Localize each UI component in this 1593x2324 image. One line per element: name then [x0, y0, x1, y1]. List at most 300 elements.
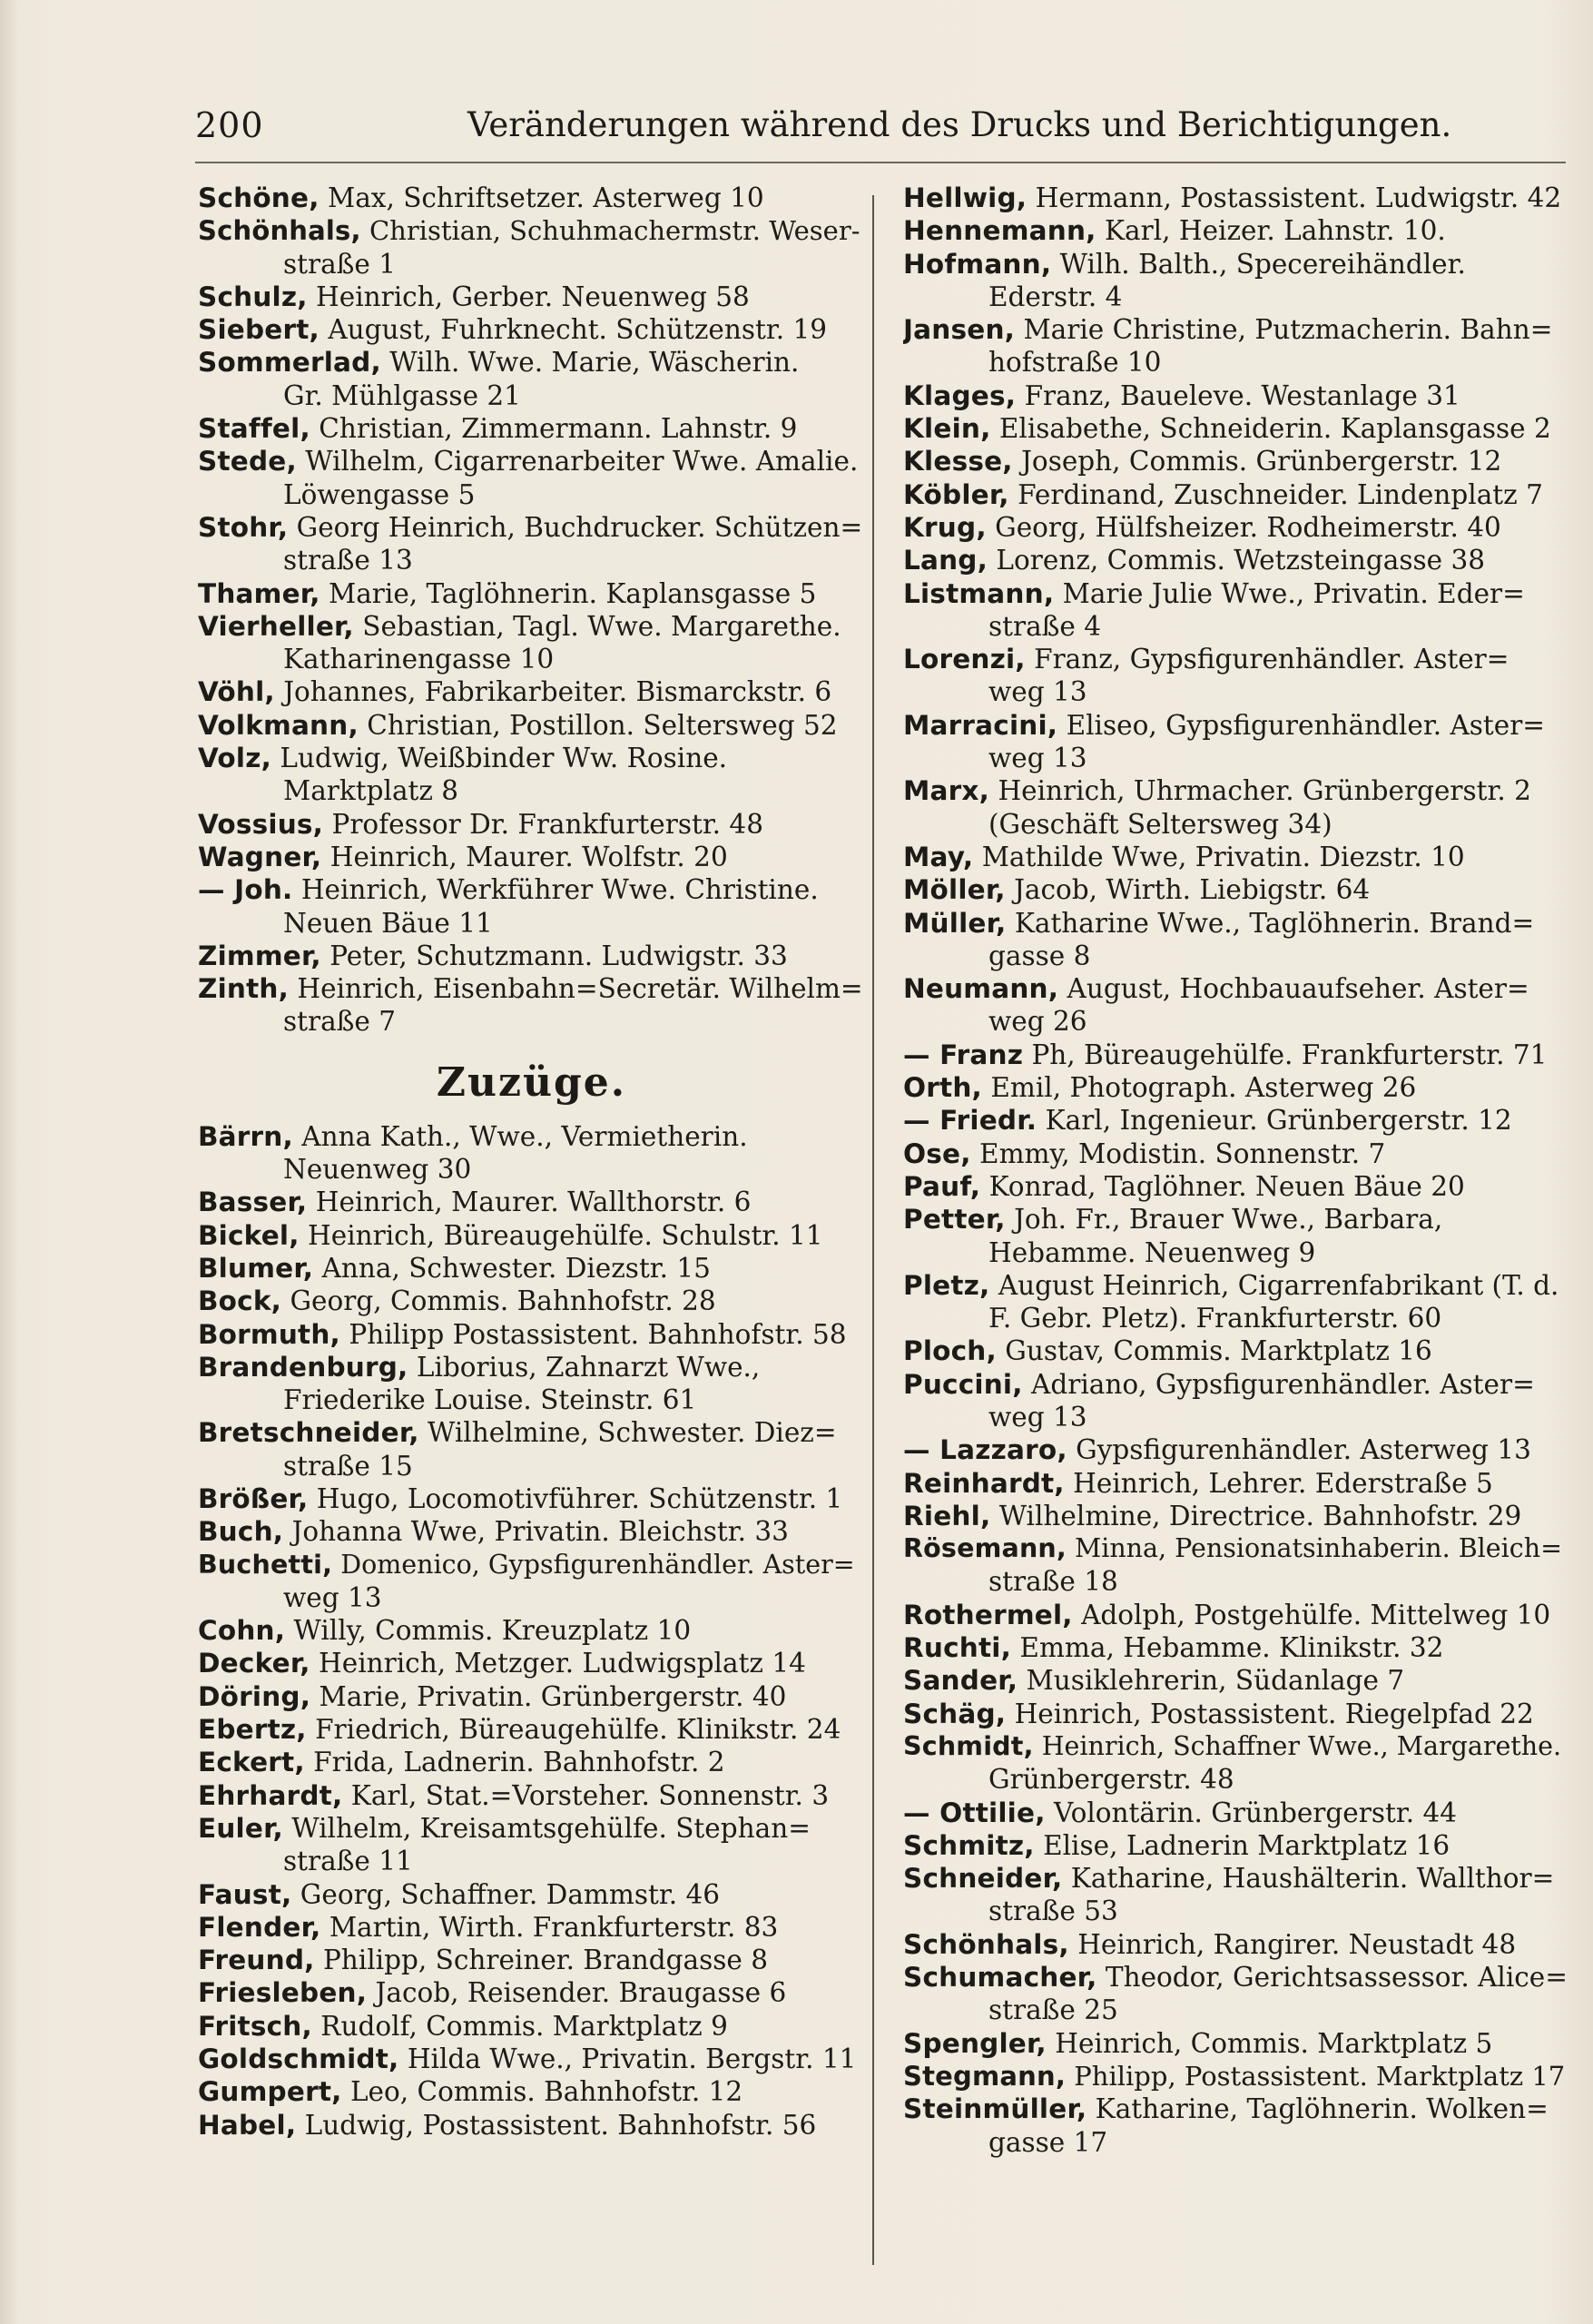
entry-continuation-line: [903, 1994, 1570, 2026]
running-title: Veränderungen während des Drucks und Berichtigungen.: [467, 105, 1452, 144]
entry-text: Gr. Mühlgasse 21: [283, 379, 521, 411]
entry-first-line: [903, 1269, 1570, 1302]
directory-entry: [198, 214, 865, 281]
entry-text: Christian, Postillon. Seltersweg 52: [367, 709, 838, 741]
entry-surname: Eckert,: [198, 1747, 305, 1778]
entry-surname: Pletz,: [903, 1269, 990, 1301]
entry-text: Wilhelm, Cigarrenarbeiter Wwe. Amalie.: [305, 446, 859, 478]
entry-surname: Bretschneider,: [198, 1417, 419, 1449]
entry-text: Philipp, Postassistent. Marktplatz 17: [1074, 2060, 1566, 2092]
entry-surname: Bärrn,: [198, 1120, 293, 1152]
header-rule: [195, 162, 1566, 163]
entry-first-line: [198, 1911, 865, 1944]
entry-surname: Volkmann,: [198, 709, 359, 741]
entry-first-line: [903, 1500, 1570, 1532]
entry-text: Wilh. Wwe. Marie, Wäscherin.: [389, 347, 800, 379]
entry-surname: Ebertz,: [198, 1714, 307, 1746]
entry-first-line: [903, 841, 1570, 873]
entry-text: Wilhelm, Kreisamtsgehülfe. Stephan=: [291, 1812, 811, 1844]
entry-text: Heinrich, Maurer. Wolfstr. 20: [329, 841, 728, 872]
entry-text: Emil, Photograph. Asterweg 26: [990, 1072, 1417, 1104]
directory-entry: [198, 610, 865, 676]
entry-surname: Ruchti,: [903, 1632, 1012, 1664]
entry-continuation-line: [198, 907, 865, 940]
entry-text: straße 1: [283, 248, 396, 280]
entry-surname: Jansen,: [903, 314, 1016, 346]
entry-first-line: [198, 841, 865, 873]
entry-text: (Geschäft Seltersweg 34): [988, 808, 1332, 840]
entry-surname: Cohn,: [198, 1615, 286, 1647]
entry-text: Heinrich, Metzger. Ludwigsplatz 14: [319, 1648, 806, 1679]
page-number: 200: [195, 105, 264, 145]
directory-entry: [198, 1976, 865, 2009]
entry-text: Gustav, Commis. Marktplatz 16: [1005, 1335, 1432, 1367]
entry-first-line: [903, 873, 1570, 906]
directory-entry: [903, 643, 1570, 709]
entry-first-line: [198, 1252, 865, 1285]
entry-text: Jacob, Wirth. Liebigstr. 64: [1014, 874, 1371, 906]
entry-first-line: [903, 1961, 1570, 1994]
directory-entry: [903, 1829, 1570, 1862]
entry-first-line: [198, 1351, 865, 1384]
entry-text: Lorenz, Commis. Wetzsteingasse 38: [996, 545, 1486, 576]
entry-text: Marie, Taglöhnerin. Kaplansgasse 5: [329, 577, 817, 609]
entry-surname: Sommerlad,: [198, 347, 381, 379]
entry-continuation-line: [198, 478, 865, 511]
left-column: [198, 182, 865, 2142]
entry-first-line: [903, 412, 1570, 445]
entry-surname: Rösemann,: [903, 1533, 1067, 1564]
entry-continuation-line: [903, 742, 1570, 774]
entry-surname: — Joh.: [198, 874, 293, 906]
entry-text: weg 13: [283, 1581, 382, 1613]
entry-text: Georg, Schaffner. Dammstr. 46: [300, 1878, 721, 1910]
entry-surname: Habel,: [198, 2109, 297, 2141]
directory-entry: [903, 774, 1570, 841]
entry-surname: Vöhl,: [198, 676, 275, 708]
entry-surname: Flender,: [198, 1911, 321, 1943]
directory-entry: [198, 445, 865, 511]
directory-entry: [198, 1812, 865, 1878]
directory-entry: [903, 412, 1570, 445]
entry-first-line: [903, 1203, 1570, 1236]
entry-text: hofstraße 10: [988, 347, 1162, 379]
entry-first-line: [198, 2043, 865, 2075]
entry-surname: Schönhals,: [198, 215, 361, 247]
entry-continuation-line: [198, 1845, 865, 1877]
directory-entry: [903, 544, 1570, 576]
entry-surname: Vossius,: [198, 808, 324, 840]
entry-surname: Möller,: [903, 874, 1006, 906]
entry-text: Leo, Commis. Bahnhofstr. 12: [349, 2076, 743, 2108]
entry-surname: Fritsch,: [198, 2010, 312, 2042]
directory-entry: [198, 1416, 865, 1482]
entry-first-line: [198, 1680, 865, 1713]
entry-text: Katharine, Haushälterin. Wallthor=: [1070, 1863, 1555, 1895]
directory-entry: [903, 478, 1570, 511]
entry-first-line: [903, 1928, 1570, 1961]
entry-first-line: [903, 1730, 1570, 1763]
directory-entry: [198, 841, 865, 873]
entry-text: Heinrich, Eisenbahn=Secretär. Wilhelm=: [297, 973, 863, 1005]
directory-entry: [198, 1515, 865, 1548]
directory-entry: [903, 1137, 1570, 1170]
entry-text: Elisabethe, Schneiderin. Kaplansgasse 2: [998, 413, 1551, 445]
entry-text: Domenico, Gypsfigurenhändler. Aster=: [340, 1549, 855, 1580]
entry-first-line: [903, 643, 1570, 675]
entry-surname: Volz,: [198, 743, 271, 774]
entry-text: Katharine Wwe., Taglöhnerin. Brand=: [1014, 907, 1535, 939]
entry-first-line: [198, 1779, 865, 1812]
entry-first-line: [198, 1416, 865, 1449]
entry-surname: Bock,: [198, 1285, 282, 1317]
directory-entry: [903, 313, 1570, 379]
entry-text: Anna Kath., Wwe., Vermietherin.: [301, 1120, 748, 1152]
entry-text: Georg, Hülfsheizer. Rodheimerstr. 40: [995, 511, 1501, 543]
directory-entry: [903, 1433, 1570, 1466]
directory-entry: [198, 1944, 865, 1976]
entry-first-line: [198, 2010, 865, 2043]
entry-surname: Ehrhardt,: [198, 1779, 343, 1811]
entry-first-line: [903, 379, 1570, 412]
entry-text: Heinrich, Postassistent. Riegelpfad 22: [1014, 1698, 1534, 1729]
entry-continuation-line: [903, 281, 1570, 313]
entry-first-line: [198, 511, 865, 544]
directory-entry: [903, 1104, 1570, 1137]
entry-surname: Goldschmidt,: [198, 2043, 399, 2075]
directory-entry: [903, 1631, 1570, 1664]
directory-entry: [903, 445, 1570, 478]
entry-surname: Schneider,: [903, 1863, 1063, 1895]
entry-continuation-line: [198, 643, 865, 675]
directory-entry: [198, 1285, 865, 1317]
directory-entry: [903, 379, 1570, 412]
entry-first-line: [903, 1664, 1570, 1697]
directory-entry: [903, 2027, 1570, 2060]
entry-text: Marktplatz 8: [283, 775, 459, 807]
entry-text: Neuenweg 30: [283, 1154, 472, 1186]
entry-text: Ph, Büreaugehülfe. Frankfurterstr. 71: [1031, 1039, 1548, 1070]
entry-text: Emma, Hebamme. Klinikstr. 32: [1019, 1632, 1444, 1664]
directory-entry: [198, 1318, 865, 1351]
directory-entry: [198, 577, 865, 610]
section-heading-zuzuege: Zuzüge.: [436, 1059, 627, 1106]
directory-entry: [903, 1039, 1570, 1071]
entry-surname: Buch,: [198, 1516, 284, 1548]
directory-entry: [198, 675, 865, 708]
entry-first-line: [903, 2027, 1570, 2060]
entry-surname: Schmidt,: [903, 1730, 1034, 1761]
directory-entry: [903, 248, 1570, 314]
directory-entry: [903, 214, 1570, 247]
entry-text: Christian, Schuhmachermstr. Weser-: [369, 215, 860, 247]
entry-first-line: [903, 1698, 1570, 1730]
entry-first-line: [903, 478, 1570, 511]
directory-entry: [198, 2109, 865, 2142]
entry-surname: — Franz: [903, 1039, 1024, 1070]
entry-surname: Wagner,: [198, 841, 322, 872]
entry-text: Philipp Postassistent. Bahnhofstr. 58: [349, 1318, 847, 1350]
entry-text: straße 4: [988, 610, 1101, 642]
entry-first-line: [198, 808, 865, 841]
entry-first-line: [198, 1219, 865, 1252]
entry-text: Karl, Heizer. Lahnstr. 10.: [1104, 215, 1446, 247]
entry-surname: Klein,: [903, 413, 991, 445]
directory-entry: [903, 1862, 1570, 1928]
entry-text: Emmy, Modistin. Sonnenstr. 7: [979, 1137, 1386, 1169]
entry-surname: Buchetti,: [198, 1549, 333, 1580]
directory-entry: [903, 1071, 1570, 1104]
entry-surname: Spengler,: [903, 2027, 1047, 2059]
directory-entry: [198, 1219, 865, 1252]
entry-surname: Lorenzi,: [903, 644, 1026, 675]
entry-surname: Döring,: [198, 1680, 311, 1712]
entry-text: August Heinrich, Cigarrenfabrikant (T. d.: [998, 1269, 1559, 1301]
entry-text: Ederstr. 4: [988, 281, 1123, 312]
entry-text: Philipp, Schreiner. Brandgasse 8: [322, 1945, 769, 1976]
directory-entry: [198, 808, 865, 841]
directory-entry: [198, 1680, 865, 1713]
entry-first-line: [903, 1631, 1570, 1664]
directory-entry: [903, 1961, 1570, 2027]
entry-text: Heinrich, Schaffner Wwe., Margarethe.: [1041, 1730, 1562, 1761]
entry-text: Georg, Commis. Bahnhofstr. 28: [290, 1285, 716, 1317]
entry-text: August, Hochbauaufseher. Aster=: [1067, 973, 1529, 1005]
entry-text: Karl, Stat.=Vorsteher. Sonnenstr. 3: [350, 1779, 830, 1811]
entry-text: Franz, Baueleve. Westanlage 31: [1024, 379, 1460, 411]
right-column: [903, 182, 1570, 2159]
directory-entry: [903, 1203, 1570, 1269]
entry-surname: Lang,: [903, 545, 988, 576]
entry-first-line: [198, 610, 865, 643]
entry-continuation-line: [198, 774, 865, 807]
entry-text: Ferdinand, Zuschneider. Lindenplatz 7: [1018, 478, 1543, 510]
entry-continuation-line: [198, 1384, 865, 1416]
entry-continuation-line: [903, 1005, 1570, 1038]
entry-surname: Siebert,: [198, 314, 320, 346]
directory-entry: [198, 1120, 865, 1187]
entry-text: Willy, Commis. Kreuzplatz 10: [293, 1615, 692, 1647]
directory-entry: [903, 1698, 1570, 1730]
entry-surname: Schönhals,: [903, 1928, 1069, 1960]
directory-entry: [198, 1911, 865, 1944]
entry-surname: Basser,: [198, 1187, 308, 1218]
entry-continuation-line: [903, 1895, 1570, 1927]
entry-first-line: [198, 2109, 865, 2142]
entry-text: Sebastian, Tagl. Wwe. Margarethe.: [362, 610, 841, 642]
entry-continuation-line: [198, 379, 865, 412]
entry-first-line: [903, 709, 1570, 742]
entry-first-line: [198, 742, 865, 774]
directory-entry: [198, 1186, 865, 1218]
entry-first-line: [903, 182, 1570, 214]
directory-entry: [198, 412, 865, 445]
directory-entry: [903, 1664, 1570, 1697]
directory-entry: [198, 281, 865, 313]
entry-first-line: [198, 1746, 865, 1778]
entry-surname: Faust,: [198, 1878, 292, 1910]
entry-first-line: [198, 1976, 865, 2009]
entry-text: straße 53: [988, 1896, 1118, 1927]
entry-continuation-line: [903, 2126, 1570, 2159]
entry-first-line: [903, 511, 1570, 544]
directory-entry: [903, 709, 1570, 775]
directory-entry: [903, 972, 1570, 1039]
entry-text: Frida, Ladnerin. Bahnhofstr. 2: [313, 1747, 725, 1778]
entry-first-line: [903, 1599, 1570, 1631]
entry-text: straße 11: [283, 1846, 413, 1877]
entry-surname: Thamer,: [198, 577, 320, 609]
entry-text: Heinrich, Lehrer. Ederstraße 5: [1073, 1467, 1493, 1499]
entry-text: F. Gebr. Pletz). Frankfurterstr. 60: [988, 1303, 1442, 1334]
entry-first-line: [903, 1334, 1570, 1367]
entry-first-line: [198, 445, 865, 478]
directory-entry: [198, 1746, 865, 1778]
arrivals-list-continued: [903, 182, 1570, 2159]
entry-surname: Hennemann,: [903, 215, 1096, 247]
entry-first-line: [903, 214, 1570, 247]
entry-surname: Sander,: [903, 1665, 1018, 1697]
entry-continuation-line: [903, 610, 1570, 643]
entry-first-line: [198, 1614, 865, 1647]
entry-first-line: [198, 313, 865, 346]
entry-surname: Staffel,: [198, 413, 310, 445]
entry-text: Marie, Privatin. Grünbergerstr. 40: [319, 1680, 787, 1712]
entry-text: Volontärin. Grünbergerstr. 44: [1054, 1797, 1457, 1828]
directory-entry: [198, 313, 865, 346]
directory-entry: [903, 1269, 1570, 1335]
entry-first-line: [198, 214, 865, 247]
entry-first-line: [903, 774, 1570, 807]
entry-first-line: [903, 544, 1570, 576]
entry-text: straße 13: [283, 545, 413, 576]
directory-entry: [903, 1170, 1570, 1203]
entry-text: Ludwig, Postassistent. Bahnhofstr. 56: [304, 2109, 817, 2141]
entry-text: Joseph, Commis. Grünbergerstr. 12: [1021, 446, 1502, 478]
entry-surname: Friesleben,: [198, 1977, 368, 2009]
entry-first-line: [903, 2060, 1570, 2093]
directory-entry: [198, 1647, 865, 1679]
entry-surname: Brößer,: [198, 1482, 309, 1514]
directory-entry: [903, 1532, 1570, 1599]
entry-surname: Schäg,: [903, 1698, 1007, 1729]
entry-surname: Euler,: [198, 1812, 283, 1844]
entry-text: Jacob, Reisender. Braugasse 6: [375, 1977, 787, 2009]
entry-text: Katharine, Taglöhnerin. Wolken=: [1095, 2093, 1549, 2125]
entry-first-line: [903, 313, 1570, 346]
directory-entry: [903, 873, 1570, 906]
entry-first-line: [903, 1829, 1570, 1862]
directory-entry: [198, 1878, 865, 1911]
entry-text: Peter, Schutzmann. Ludwigstr. 33: [329, 940, 788, 971]
entry-first-line: [198, 182, 865, 214]
entry-first-line: [198, 1812, 865, 1845]
entry-surname: Blumer,: [198, 1252, 314, 1284]
entry-text: Franz, Gypsfigurenhändler. Aster=: [1034, 644, 1509, 675]
entry-surname: Steinmüller,: [903, 2093, 1087, 2125]
entry-surname: Riehl,: [903, 1500, 991, 1531]
entry-first-line: [198, 675, 865, 708]
directory-entry: [903, 1500, 1570, 1532]
entry-text: weg 13: [988, 676, 1087, 708]
entry-text: Neuen Bäue 11: [283, 907, 493, 939]
entry-surname: Bickel,: [198, 1219, 300, 1251]
entry-text: Adriano, Gypsfigurenhändler. Aster=: [1031, 1368, 1535, 1400]
entry-first-line: [198, 1285, 865, 1317]
entry-first-line: [198, 940, 865, 972]
directory-entry: [198, 346, 865, 412]
directory-entry: [903, 841, 1570, 873]
entry-continuation-line: [903, 675, 1570, 708]
entry-text: Konrad, Taglöhner. Neuen Bäue 20: [988, 1170, 1465, 1202]
entry-surname: Hofmann,: [903, 248, 1052, 280]
entry-surname: Freund,: [198, 1945, 315, 1976]
entry-first-line: [198, 281, 865, 313]
entry-surname: Marx,: [903, 775, 990, 807]
entry-text: gasse 8: [988, 940, 1091, 971]
entry-surname: Listmann,: [903, 577, 1055, 609]
entry-surname: Vierheller,: [198, 610, 354, 642]
entry-first-line: [198, 577, 865, 610]
entry-first-line: [198, 412, 865, 445]
entry-first-line: [903, 2093, 1570, 2125]
entry-first-line: [198, 709, 865, 742]
directory-entry: [198, 1779, 865, 1812]
entry-text: Hermann, Postassistent. Ludwigstr. 42: [1035, 182, 1562, 213]
entry-surname: Bormuth,: [198, 1318, 340, 1350]
directory-entry: [198, 2010, 865, 2043]
directory-entry: [198, 972, 865, 1039]
entry-text: Theodor, Gerichtsassessor. Alice=: [1105, 1962, 1568, 1994]
directory-entry: [903, 1928, 1570, 1961]
directory-entry: [198, 182, 865, 214]
entry-text: August, Fuhrknecht. Schützenstr. 19: [328, 314, 828, 346]
entry-first-line: [903, 1862, 1570, 1895]
entry-surname: Petter,: [903, 1204, 1006, 1236]
entry-text: Johannes, Fabrikarbeiter. Bismarckstr. 6: [283, 676, 832, 708]
entry-surname: — Ottilie,: [903, 1797, 1046, 1828]
directory-entry: [198, 511, 865, 577]
directory-entry: [198, 1549, 865, 1615]
entry-surname: Rothermel,: [903, 1599, 1073, 1630]
entry-text: Heinrich, Büreaugehülfe. Schulstr. 11: [308, 1219, 823, 1251]
entry-first-line: [903, 1071, 1570, 1104]
directory-entry: [198, 2075, 865, 2108]
entry-text: Minna, Pensionatsinhaberin. Bleich=: [1075, 1533, 1562, 1564]
entry-continuation-line: [198, 1153, 865, 1186]
entry-text: Mathilde Wwe, Privatin. Diezstr. 10: [981, 841, 1465, 872]
entry-text: Marie Christine, Putzmacherin. Bahn=: [1023, 314, 1553, 346]
entry-continuation-line: [903, 940, 1570, 972]
entry-surname: Puccini,: [903, 1368, 1023, 1400]
entry-text: Professor Dr. Frankfurterstr. 48: [331, 808, 763, 840]
entry-first-line: [903, 1137, 1570, 1170]
entry-first-line: [198, 1944, 865, 1976]
entry-surname: Ploch,: [903, 1335, 997, 1367]
directory-entry: [903, 1797, 1570, 1829]
entry-first-line: [903, 1467, 1570, 1500]
entry-text: straße 7: [283, 1006, 396, 1038]
entry-text: Anna, Schwester. Diezstr. 15: [321, 1252, 711, 1284]
directory-entry: [198, 1482, 865, 1515]
entry-continuation-line: [198, 1581, 865, 1614]
entry-text: Löwengasse 5: [283, 478, 476, 510]
entry-text: straße 15: [283, 1450, 413, 1482]
entry-text: Martin, Wirth. Frankfurterstr. 83: [329, 1911, 779, 1943]
entry-surname: Schmitz,: [903, 1829, 1035, 1861]
directory-entry: [903, 1467, 1570, 1500]
entry-surname: Müller,: [903, 907, 1007, 939]
